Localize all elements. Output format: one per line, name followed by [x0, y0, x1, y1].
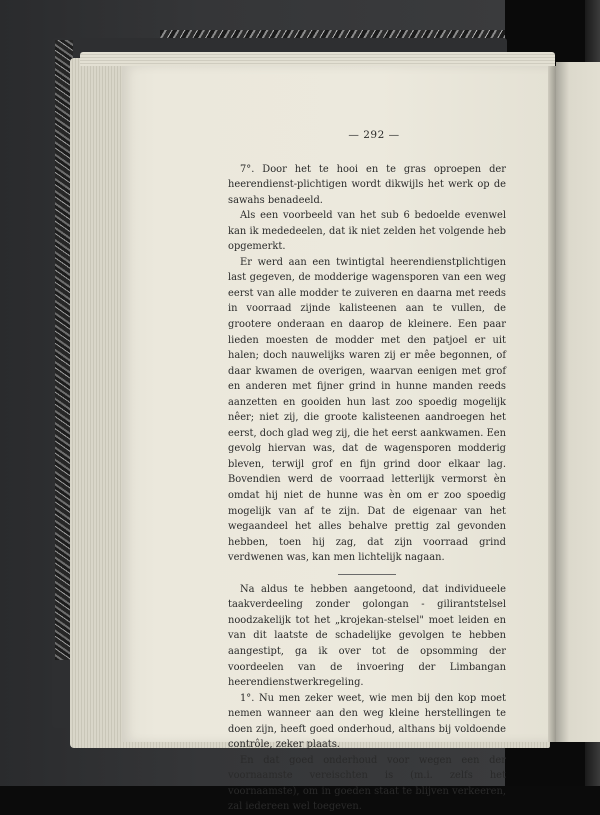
paragraph: Als een voorbeeld van het sub 6 bedoelde evenwel kan ik mededeelen, dat ik niet zelden het volgende heb opgemerkt. — [228, 210, 506, 253]
paragraph: Na aldus te hebben aangetoond, dat individueele taakverdeeling zonder golongan - gilirantstelsel noodzakelijk tot het „krojekan-stelsel" moet leiden en van dit laatste de schadelijke gevolgen te hebben aangestipt, ga ik over tot de opsomming der voordeelen van de invoering der Limbangan heerendienstwerkregeling. — [228, 583, 506, 689]
paragraph: Er werd aan een twintigtal heerendienstplichtigen last gegeven, de modderige wagensporen van een weg eerst van alle modder te zuiveren en daarna met reeds in voorraad zijnde kalisteenen aan te vullen, de grootere onderaan en daarop de kleinere. Een paar lieden moesten de modder met den patjoel er uit halen; doch nauwelijks waren zij er mêe begonnen, of daar kwamen de overigen, waarvan eenigen met grof en anderen met fijner grind in hunne manden reeds aanzetten en gooiden hun last zoo spoedig mogelijk nêer; niet zij, die groote kalisteenen aandroegen het eerst, doch glad weg zij, die het eerst aankwamen. Een gevolg hiervan was, dat de wagensporen modderig bleven, terwijl grof en fijn grind door elkaar lag. Bovendien werd de voorraad letterlijk vermorst èn omdat hij niet de hunne was èn om er zoo spoedig mogelijk van af te zijn. Dat de eigenaar van het wegaandeel het alles behalve prettig zal gevonden hebben, toen hij zag, dat zijn voorraad grind verdwenen was, kan men lichtelijk nagaan. — [228, 256, 506, 564]
page-edges-top — [80, 52, 555, 66]
facing-page — [556, 62, 600, 742]
section-divider — [338, 574, 396, 575]
paragraph: 7°. Door het te hooi en te gras oproepen der heerendienst-plichtigen wordt dikwijls het werk op de sawahs benadeeld. — [228, 163, 506, 206]
page-text — [228, 128, 506, 815]
paragraph: 1°. Nu men zeker weet, wie men bij den kop moet nemen wanneer aan den weg kleine herstellingen te doen zijn, heeft goed onderhoud, althans bij voldoende contrôle, zeker plaats. — [228, 692, 506, 751]
paragraph: En dat goed onderhoud voor wegen een der voornaamste vereischten is (m.i. zelfs het voornaamste), om in goeden staat te blijven verkeeren, zal iedereen wel toegeven. — [228, 754, 506, 813]
page-number: — 292 — — [348, 129, 400, 141]
